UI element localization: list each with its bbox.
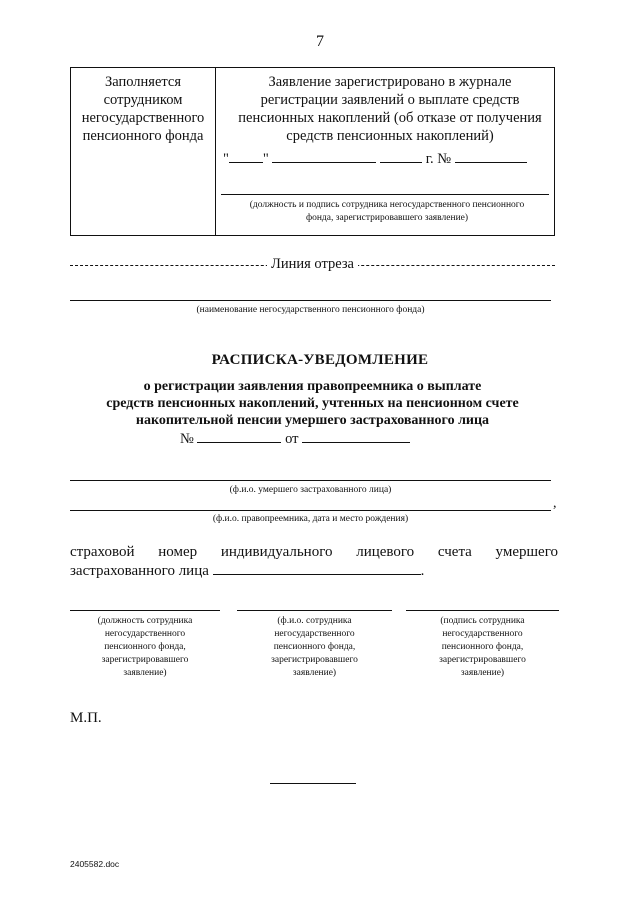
registration-statement-line: регистрации заявлений о выплате средств <box>260 92 520 108</box>
registration-statement <box>231 73 549 145</box>
day-field[interactable] <box>229 150 263 163</box>
caption-line: (должность сотрудника <box>97 616 193 626</box>
registration-date-number-row <box>223 150 527 168</box>
document-title: РАСПИСКА-УВЕДОМЛЕНИЕ <box>211 352 429 368</box>
caption-line: заявление) <box>123 668 167 678</box>
registration-statement-line: средств пенсионных накоплений) <box>286 128 494 144</box>
receipt-date-field[interactable] <box>302 430 410 443</box>
registration-statement-line: Заявление зарегистрировано в журнале <box>268 74 512 90</box>
fund-employee-line: сотрудником <box>103 92 183 108</box>
receipt-number-date-row <box>180 430 410 448</box>
signature-caption-line: фонда, зарегистрировавшего заявление) <box>305 213 469 223</box>
signature-caption-line: (должность и подпись сотрудника негосударственного пенсионного <box>249 200 525 210</box>
month-field[interactable] <box>272 150 376 163</box>
cut-line-label-wrap <box>70 256 555 273</box>
subtitle-line: средств пенсионных накоплений, учтенных на пенсионном счете <box>106 396 519 411</box>
deceased-name-line[interactable] <box>70 480 551 481</box>
snils-line-2 <box>70 562 424 580</box>
fund-employee-line: негосударственного <box>81 110 205 126</box>
fio-signature-line[interactable] <box>237 610 392 611</box>
fund-employee-line: пенсионного фонда <box>82 128 204 144</box>
caption-line: зарегистрировавшего <box>101 655 189 665</box>
from-label: от <box>285 431 299 447</box>
year-number-label: г. № <box>425 151 452 167</box>
caption-line: негосударственного <box>104 629 186 639</box>
employee-signature-line[interactable] <box>221 194 549 195</box>
successor-trailing-comma: , <box>553 496 557 511</box>
caption-line: пенсионного фонда, <box>104 642 186 652</box>
successor-line[interactable] <box>70 510 551 511</box>
subtitle-line: о регистрации заявления правопреемника о выплате <box>143 379 482 394</box>
cut-line-label: Линия отреза <box>267 256 358 272</box>
fund-name-caption: (наименование негосударственного пенсионного фонда) <box>196 305 425 315</box>
fund-employee-line: Заполняется <box>104 74 182 90</box>
caption-line: негосударственного <box>274 629 355 639</box>
caption-line: зарегистрировавшего <box>271 655 358 665</box>
snils-field[interactable] <box>213 562 421 575</box>
receipt-number-field[interactable] <box>197 430 281 443</box>
caption-line: зарегистрировавшего <box>439 655 526 665</box>
registration-table <box>70 67 555 236</box>
registration-number-field[interactable] <box>455 150 527 163</box>
caption-line: (ф.и.о. сотрудника <box>277 616 352 626</box>
employee-signature-caption <box>223 199 551 225</box>
stamp-label: М.П. <box>70 710 102 726</box>
signature-caption <box>406 615 559 680</box>
caption-line: негосударственного <box>442 629 523 639</box>
fio-caption <box>237 615 392 680</box>
quote-close: " <box>262 151 269 167</box>
caption-line: пенсионного фонда, <box>273 642 356 652</box>
position-signature-line[interactable] <box>70 610 220 611</box>
successor-caption: (ф.и.о. правопреемника, дата и место рождения) <box>212 514 409 524</box>
cut-line <box>70 256 555 274</box>
footer-line <box>270 783 356 784</box>
caption-line: пенсионного фонда, <box>441 642 524 652</box>
deceased-name-caption: (ф.и.о. умершего застрахованного лица) <box>229 485 392 495</box>
caption-line: (подпись сотрудника <box>440 616 525 626</box>
snils-period: . <box>420 563 425 579</box>
snils-label: застрахованного лица <box>70 563 209 579</box>
document-subtitle <box>70 378 555 429</box>
fund-name-line[interactable] <box>70 300 551 301</box>
fund-employee-cell <box>71 73 215 145</box>
number-label: № <box>180 431 194 447</box>
caption-line: заявление) <box>292 668 337 678</box>
caption-line: заявление) <box>460 668 505 678</box>
page-number: 7 <box>316 33 324 50</box>
document-id: 2405582.doc <box>70 859 120 869</box>
table-divider <box>215 68 216 235</box>
subtitle-line: накопительной пенсии умершего застрахованного лица <box>135 413 490 428</box>
snils-line-1: страховой номер индивидуального лицевого счета умершего <box>70 544 558 560</box>
registration-statement-line: пенсионных накоплений (об отказе от получения <box>238 110 542 126</box>
position-caption <box>70 615 220 680</box>
year-field[interactable] <box>380 150 422 163</box>
quote-open: " <box>223 151 229 167</box>
signature-line[interactable] <box>406 610 559 611</box>
